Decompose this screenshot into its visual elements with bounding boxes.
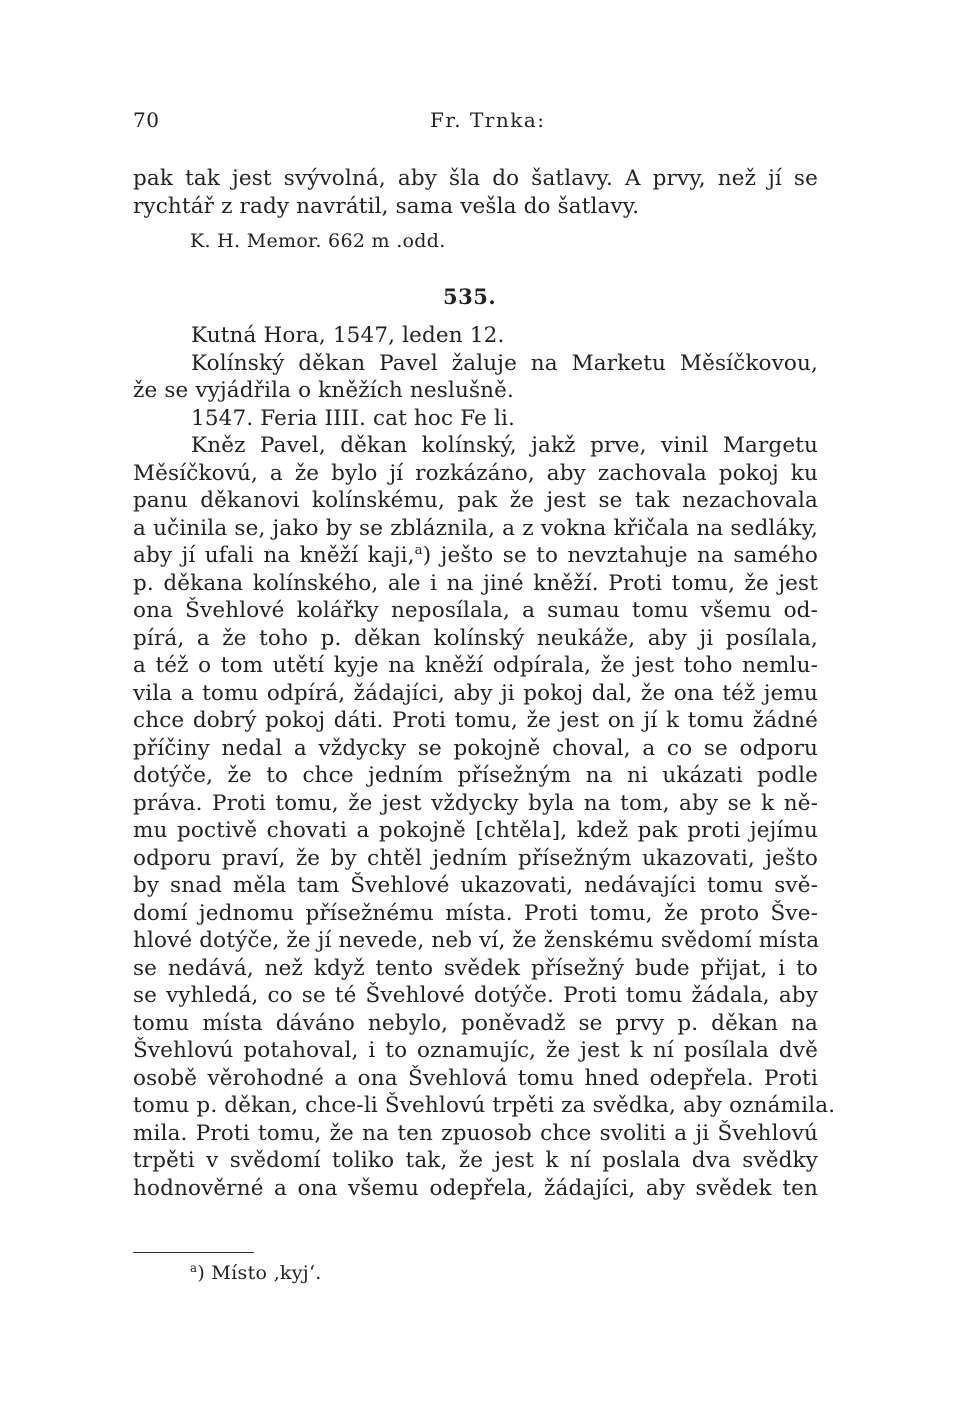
body-line: domí jednomu přísežnému místa. Proti tomu, že proto Šve- <box>133 900 818 926</box>
body-line: pírá, a že toho p. děkan kolínský neukáže, aby ji posílala, <box>133 625 818 651</box>
body-line: p. děkana kolínského, ale i na jiné kněží. Proti tomu, že jest <box>133 570 818 596</box>
body-line: mila. Proti tomu, že na ten zpuosob chce svoliti a ji Švehlovú <box>133 1120 818 1146</box>
body-line: hlové dotýče, že jí nevede, neb ví, že ženskému svědomí místa <box>133 928 820 953</box>
body-line: ona Švehlové kolářky neposílala, a sumau tomu všemu od- <box>133 598 818 623</box>
body-line: odporu praví, že by chtěl jedním přísežným ukazovati, ješto <box>133 845 818 871</box>
running-head <box>133 108 818 134</box>
body-line: Švehlovú potahoval, i to oznamujíc, že jest k ní posílala dvě <box>133 1038 818 1063</box>
body-line: se nedává, než když tento svědek přísežný bude přijat, i to <box>133 955 818 981</box>
document-text <box>133 322 836 1202</box>
body-line: příčiny nedal a vždycky se pokojně choval, a co se odporu <box>133 735 818 761</box>
body-line: tomu místa dáváno nebylo, poněvadž se prvy p. děkan na <box>133 1010 818 1036</box>
body-line: vila a tomu odpírá, žádajíci, aby ji pokoj dal, že ona též jemu <box>133 680 818 706</box>
body-line: a učinila se, jako by se zbláznila, a z vokna křičala na sedláky, <box>133 515 818 541</box>
body-line: práva. Proti tomu, že jest vždycky byla na tom, aby se k ně- <box>133 790 818 816</box>
body-line: panu děkanovi kolínskému, pak že jest se tak nezachovala <box>133 488 818 513</box>
footnote-marker: a <box>190 1260 198 1275</box>
body-line: Měsíčkovú, a že bylo jí rozkázáno, aby zachovala pokoj ku <box>133 460 818 486</box>
body-line-with-footnote <box>133 542 818 570</box>
body-line: mu poctivě chovati a pokojně [chtěla], kdež pak proti jejímu <box>133 818 818 843</box>
body-line: Kněz Pavel, děkan kolínský, jakž prve, vinil Margetu <box>191 433 818 458</box>
document-number: 535. <box>443 284 497 309</box>
footnote-rule <box>133 1252 254 1253</box>
text-line: rychtář z rady navrátil, sama vešla do šatlavy. <box>133 193 640 219</box>
page-number: 70 <box>133 108 160 132</box>
dating-line: 1547. Feria IIII. cat hoc Fe li. <box>191 405 515 431</box>
body-line: by snad měla tam Švehlové ukazovati, nedávajíci tomu svě- <box>133 873 818 898</box>
footnote: $^a$) Místo ‚kyj‘. <box>190 1260 322 1284</box>
body-line: dotýče, že to chce jedním přísežným na ni ukázati podle <box>133 763 818 788</box>
body-line: tomu p. děkan, chce-li Švehlovú trpěti za svědka, aby oznámila. <box>133 1093 836 1118</box>
body-line: chce dobrý pokoj dáti. Proti tomu, že jest on jí k tomu žádné <box>133 708 818 733</box>
continuation-text <box>133 165 818 220</box>
body-line: hodnověrné a ona všemu odepřela, žádajíci, aby svědek ten <box>133 1175 818 1201</box>
body-line: osobě věrohodné a ona Švehlová tomu hned odepřela. Proti <box>133 1065 818 1091</box>
footnote-reference: a <box>414 543 423 559</box>
summary-line: že se vyjádřila o kněžích neslušně. <box>133 378 515 403</box>
footnote-text: Místo ‚kyj‘. <box>205 1262 322 1284</box>
date-line: Kutná Hora, 1547, leden 12. <box>191 323 505 348</box>
body-line: trpěti v svědomí toliko tak, že jest k ní poslala dva svědky <box>133 1148 818 1173</box>
text-line: pak tak jest svývolná, aby šla do šatlavy. A prvy, než jí se <box>133 166 818 191</box>
body-line: se vyhledá, co se té Švehlové dotýče. Proti tomu žádala, aby <box>133 983 818 1008</box>
body-text: aby jí ufali na kněží kaji, <box>133 543 415 568</box>
body-line: a též o tom utětí kyje na kněží odpírala, že jest toho nemlu- <box>133 653 818 678</box>
body-text: ) ješto se to nevztahuje na samého <box>422 543 818 568</box>
source-reference: K. H. Memor. 662 m .odd. <box>190 230 446 252</box>
summary-line: Kolínský děkan Pavel žaluje na Marketu Měsíčkovou, <box>191 350 818 376</box>
running-title: Fr. Trnka: <box>430 108 546 132</box>
